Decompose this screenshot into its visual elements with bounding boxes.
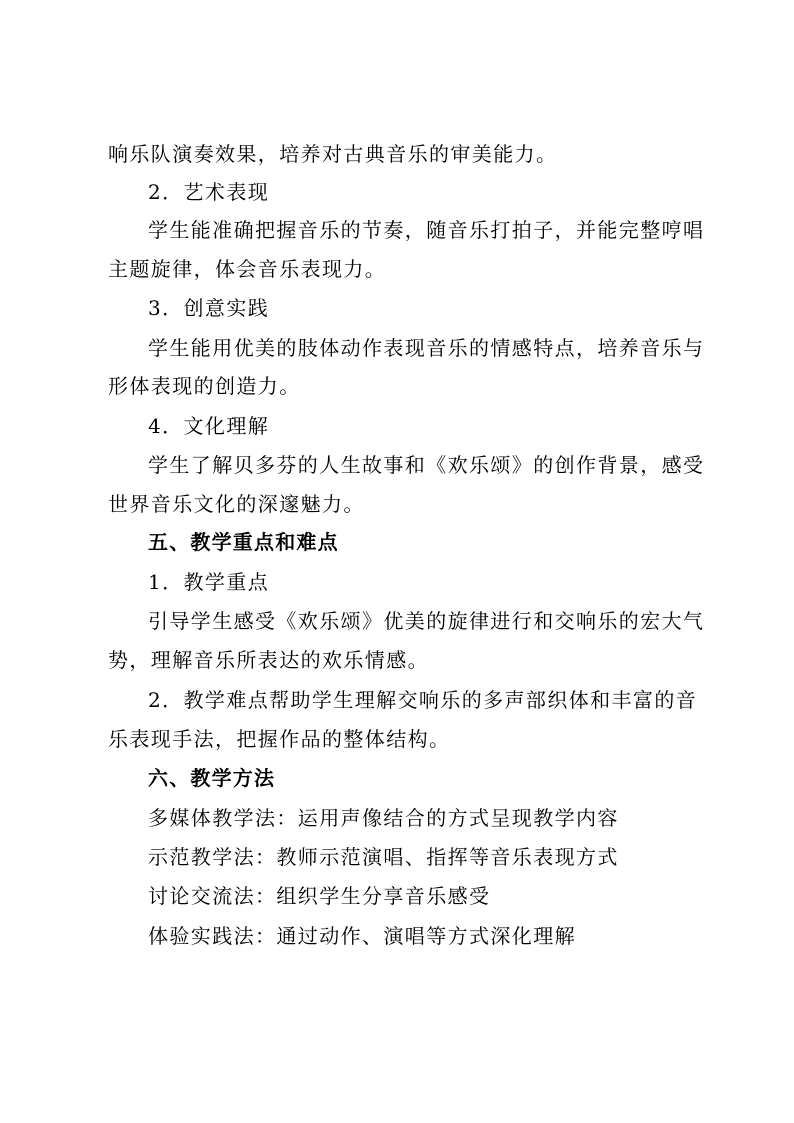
paragraph-line: 世界音乐文化的深邃魅力。 <box>108 492 365 516</box>
paragraph-continuation: 响乐队演奏效果，培养对古典音乐的审美能力。 <box>108 142 558 166</box>
paragraph-line: 主题旋律，体会音乐表现力。 <box>108 257 387 281</box>
paragraph-line: 乐表现手法，把握作品的整体结构。 <box>108 727 451 751</box>
paragraph-line: 学生能准确把握音乐的节奏，随音乐打拍子，并能完整哼唱 <box>148 218 705 242</box>
paragraph-line: 形体表现的创造力。 <box>108 374 301 398</box>
paragraph-line: 学生能用优美的肢体动作表现音乐的情感特点，培养音乐与 <box>148 336 705 360</box>
paragraph-line: 学生了解贝多芬的人生故事和《欢乐颂》的创作背景，感受 <box>148 453 705 477</box>
paragraph-line: 势，理解音乐所表达的欢乐情感。 <box>108 648 429 672</box>
paragraph-line: 引导学生感受《欢乐颂》优美的旋律进行和交响乐的宏大气 <box>148 609 705 633</box>
method-item: 示范教学法：教师示范演唱、指挥等音乐表现方式 <box>148 845 619 869</box>
subheading-key-point: 1．教学重点 <box>148 570 270 594</box>
method-item: 讨论交流法：组织学生分享音乐感受 <box>148 884 491 908</box>
subheading-artistic-expression: 2．艺术表现 <box>148 180 270 204</box>
method-item: 多媒体教学法：运用声像结合的方式呈现教学内容 <box>148 806 619 830</box>
section-heading-key-points: 五、教学重点和难点 <box>148 530 339 554</box>
method-item: 体验实践法：通过动作、演唱等方式深化理解 <box>148 924 576 948</box>
section-heading-methods: 六、教学方法 <box>148 766 276 790</box>
subheading-cultural-understanding: 4．文化理解 <box>148 414 270 438</box>
paragraph-line: 2．教学难点帮助学生理解交响乐的多声部织体和丰富的音 <box>148 688 698 712</box>
subheading-creative-practice: 3．创意实践 <box>148 296 270 320</box>
